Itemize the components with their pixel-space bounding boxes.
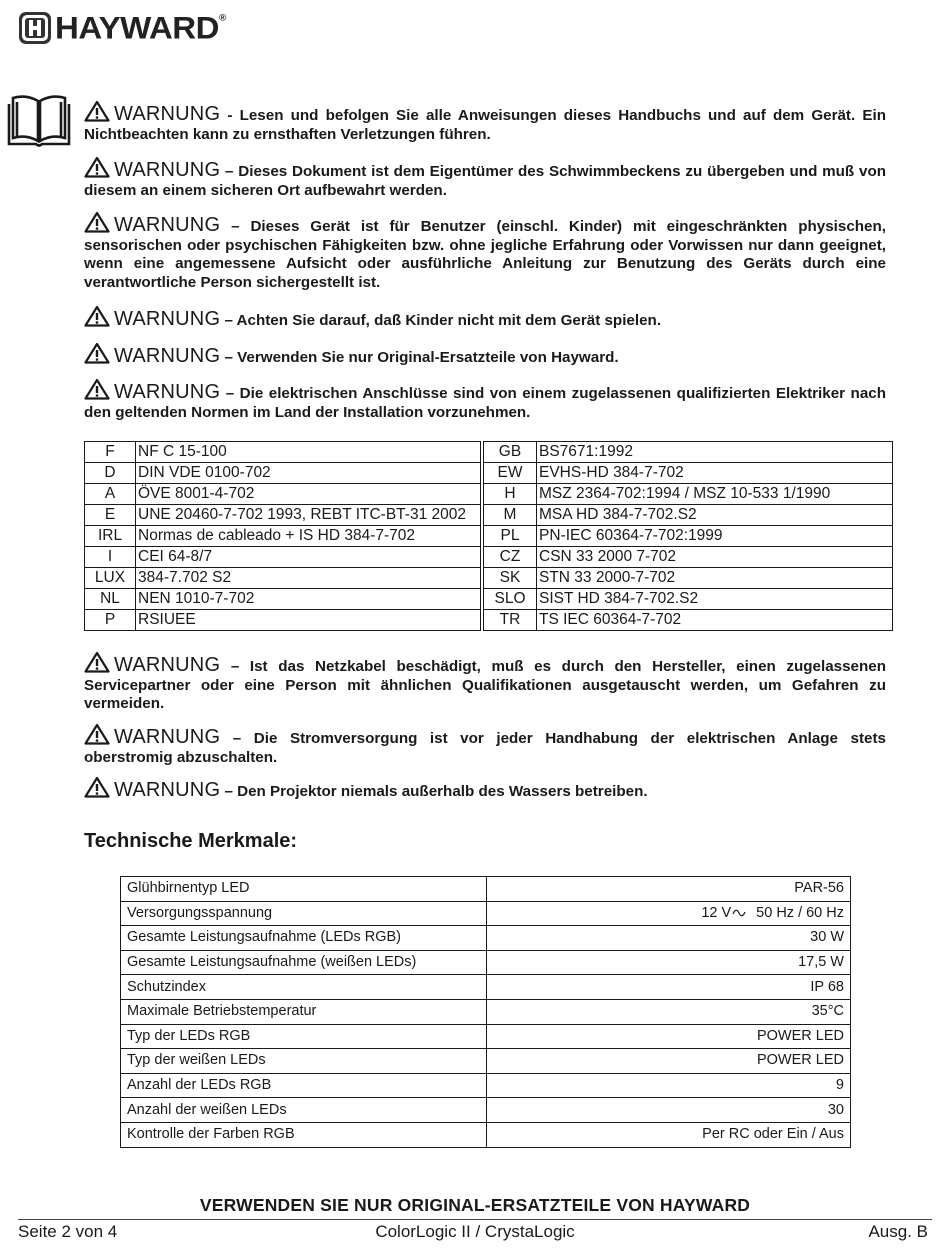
warning-paragraph <box>84 211 886 292</box>
warning-triangle-icon <box>84 156 110 178</box>
frequency-value: 50 Hz / 60 Hz <box>756 904 844 921</box>
warning-sep: – <box>220 349 238 366</box>
country-code: D <box>85 463 136 484</box>
tech-title: Technische Merkmale: <box>84 830 298 852</box>
spec-value-cell <box>487 975 851 1000</box>
norm-value: Normas de cableado + IS HD 384-7-702 <box>136 526 481 547</box>
warning-text: Ist das Netzkabel beschädigt, muß es durch den Hersteller, einen zugelassenen Servicepartner oder eine Person mit ähnlichen Qualifikationen ausgetauscht werden, um Gefahren zu vermeiden. <box>84 658 887 713</box>
table-row <box>121 901 851 926</box>
warning-sep: – <box>220 730 254 747</box>
warning-triangle-icon <box>84 211 110 233</box>
norm-value: NEN 1010-7-702 <box>136 589 481 610</box>
country-code: F <box>85 442 136 463</box>
tech-specs-table <box>120 876 851 1148</box>
norm-value: NF C 15-100 <box>136 442 481 463</box>
country-code: LUX <box>85 568 136 589</box>
warning-sep: – <box>220 163 239 180</box>
warning-keyword: WARNUNG <box>114 214 221 236</box>
norm-value: EVHS-HD 384-7-702 <box>537 463 893 484</box>
table-row <box>85 526 893 547</box>
hayward-h-icon <box>18 11 52 45</box>
table-row <box>85 442 893 463</box>
spec-value-cell <box>487 1122 851 1147</box>
spec-value-cell <box>487 877 851 902</box>
country-code: E <box>85 505 136 526</box>
table-row <box>121 950 851 975</box>
norm-value: SIST HD 384-7-702.S2 <box>537 589 893 610</box>
warning-triangle-icon <box>84 378 110 400</box>
country-code: GB <box>484 442 537 463</box>
spec-value: POWER LED <box>756 1052 844 1069</box>
hayward-logo <box>18 10 226 46</box>
table-row <box>85 547 893 568</box>
spec-value: 35°C <box>811 1003 844 1020</box>
warning-keyword: WARNUNG <box>114 654 221 676</box>
warning-text: Die elektrischen Anschlüsse sind von einem zugelassenen qualifizierten Elektriker nach den geltenden Normen im Land der Installation vorzunehmen. <box>84 385 886 421</box>
spec-label: Gesamte Leistungsaufnahme (LEDs RGB) <box>121 926 487 951</box>
warning-paragraph <box>84 156 886 200</box>
spec-label: Kontrolle der Farben RGB <box>121 1122 487 1147</box>
footer-divider <box>18 1219 932 1220</box>
country-code: IRL <box>85 526 136 547</box>
voltage-value: 12 V <box>701 904 732 921</box>
norm-value: STN 33 2000-7-702 <box>537 568 893 589</box>
warning-paragraph <box>84 723 886 767</box>
spec-value-cell <box>487 926 851 951</box>
spec-value-cell <box>487 1024 851 1049</box>
spec-label: Versorgungsspannung <box>121 901 487 926</box>
norm-value: PN-IEC 60364-7-702:1999 <box>537 526 893 547</box>
warning-triangle-icon <box>84 776 110 798</box>
warning-text: Den Projektor niemals außerhalb des Wassers betreiben. <box>237 783 648 800</box>
ac-sine-icon <box>732 908 746 918</box>
country-code: P <box>85 610 136 631</box>
warning-triangle-icon <box>84 723 110 745</box>
warning-keyword: WARNUNG <box>114 726 221 748</box>
spec-value: Per RC oder Ein / Aus <box>702 1126 844 1143</box>
norm-value: 384-7.702 S2 <box>136 568 481 589</box>
spec-label: Anzahl der weißen LEDs <box>121 1098 487 1123</box>
warning-paragraph <box>84 378 886 422</box>
warning-keyword: WARNUNG <box>114 103 221 125</box>
warning-sep: – <box>220 312 237 329</box>
country-code: EW <box>484 463 537 484</box>
warning-triangle-icon <box>84 651 110 673</box>
country-code: SK <box>484 568 537 589</box>
country-code: PL <box>484 526 537 547</box>
warning-triangle-icon <box>84 305 110 327</box>
norm-value: CEI 64-8/7 <box>136 547 481 568</box>
country-code: TR <box>484 610 537 631</box>
warning-text: Die Stromversorgung ist vor jeder Handhabung der elektrischen Anlage stets oberstromig abzuschalten. <box>84 730 887 766</box>
table-row <box>121 926 851 951</box>
warning-keyword: WARNUNG <box>114 159 221 181</box>
norm-value: DIN VDE 0100-702 <box>136 463 481 484</box>
spec-value: 17,5 W <box>798 954 844 971</box>
spec-value-cell <box>487 1098 851 1123</box>
table-row <box>85 589 893 610</box>
table-row <box>121 1122 851 1147</box>
warning-text: Lesen und befolgen Sie alle Anweisungen dieses Handbuchs und auf dem Gerät. Ein Nichtbeachten kann zu ernsthaften Verletzungen führen. <box>84 107 886 143</box>
spec-value-cell <box>487 1049 851 1074</box>
spec-value: PAR-56 <box>794 880 844 897</box>
table-row <box>85 610 893 631</box>
product-name: ColorLogic II / CrystaLogic <box>375 1222 575 1241</box>
norm-value: RSIUEE <box>136 610 481 631</box>
warning-paragraph <box>84 651 886 714</box>
spec-value: 30 <box>827 1101 844 1118</box>
norm-value: BS7671:1992 <box>537 442 893 463</box>
spec-label: Schutzindex <box>121 975 487 1000</box>
spec-label: Anzahl der LEDs RGB <box>121 1073 487 1098</box>
warning-sep: – <box>220 218 251 235</box>
warning-sep: – <box>220 658 250 675</box>
warning-keyword: WARNUNG <box>114 779 221 801</box>
warning-text: Dieses Dokument ist dem Eigentümer des Schwimmbeckens zu übergeben und muß von diesem an einem sicheren Ort aufbewahrt werden. <box>84 163 887 199</box>
spec-value-cell <box>487 1073 851 1098</box>
norm-value: MSZ 2364-702:1994 / MSZ 10-533 1/1990 <box>537 484 893 505</box>
country-code: M <box>484 505 537 526</box>
country-code: SLO <box>484 589 537 610</box>
spec-value: 30 W <box>810 929 844 946</box>
spec-label: Typ der LEDs RGB <box>121 1024 487 1049</box>
table-row <box>121 1049 851 1074</box>
spec-label: Typ der weißen LEDs <box>121 1049 487 1074</box>
warning-triangle-icon <box>84 100 110 122</box>
national-norms-table <box>84 441 893 631</box>
spec-label: Maximale Betriebstemperatur <box>121 999 487 1024</box>
warning-paragraph <box>84 100 886 144</box>
norm-value: CSN 33 2000 7-702 <box>537 547 893 568</box>
warning-text: Achten Sie darauf, daß Kinder nicht mit dem Gerät spielen. <box>236 312 662 329</box>
warning-paragraph <box>84 305 886 331</box>
country-code: CZ <box>484 547 537 568</box>
table-row <box>121 975 851 1000</box>
footer-banner: VERWENDEN SIE NUR ORIGINAL-ERSATZTEILE VON HAYWARD <box>199 1195 751 1215</box>
warning-text: Verwenden Sie nur Original-Ersatzteile von Hayward. <box>237 349 619 366</box>
spec-value-cell <box>487 950 851 975</box>
warning-sep: – <box>220 385 240 402</box>
warning-sep: - <box>220 107 240 124</box>
table-row <box>121 1024 851 1049</box>
spec-label: Glühbirnentyp LED <box>121 877 487 902</box>
country-code: A <box>85 484 136 505</box>
spec-value: POWER LED <box>756 1027 844 1044</box>
warning-paragraph <box>84 776 886 802</box>
country-code: I <box>85 547 136 568</box>
warning-keyword: WARNUNG <box>114 308 221 330</box>
spec-value-cell <box>487 901 851 926</box>
page-number: Seite 2 von 4 <box>18 1222 118 1241</box>
warning-keyword: WARNUNG <box>114 381 221 403</box>
warning-paragraph <box>84 342 886 368</box>
warning-triangle-icon <box>84 342 110 364</box>
table-row <box>121 1098 851 1123</box>
norm-value: UNE 20460-7-702 1993, REBT ITC-BT-31 2002 <box>136 505 481 526</box>
open-book-icon <box>6 92 72 148</box>
warning-sep: – <box>220 783 238 800</box>
spec-label: Gesamte Leistungsaufnahme (weißen LEDs) <box>121 950 487 975</box>
table-row <box>85 568 893 589</box>
table-row <box>121 877 851 902</box>
norm-value: ÖVE 8001-4-702 <box>136 484 481 505</box>
table-row <box>85 505 893 526</box>
norm-value: MSA HD 384-7-702.S2 <box>537 505 893 526</box>
country-code: H <box>484 484 537 505</box>
table-row <box>85 484 893 505</box>
spec-value-cell <box>487 999 851 1024</box>
table-row <box>85 463 893 484</box>
table-row <box>121 999 851 1024</box>
country-code: NL <box>85 589 136 610</box>
warning-keyword: WARNUNG <box>114 345 221 367</box>
table-row <box>121 1073 851 1098</box>
warning-text: Dieses Gerät ist für Benutzer (einschl. Kinder) mit eingeschränkten physischen, sensorischen oder psychischen Fähigkeiten bzw. ohne jegliche Erfahrung oder Vorwissen nur dann geeignet, wenn eine angemessene Aufsicht oder ausführliche Anleitung zur Benutzung des Geräts durch eine verantwortliche Person sichergestellt ist. <box>84 218 886 291</box>
edition: Ausg. B <box>868 1222 928 1241</box>
norm-value: TS IEC 60364-7-702 <box>537 610 893 631</box>
spec-value: 9 <box>835 1077 844 1094</box>
spec-value: IP 68 <box>810 978 844 995</box>
brand-name: HAYWARD® <box>55 9 226 46</box>
